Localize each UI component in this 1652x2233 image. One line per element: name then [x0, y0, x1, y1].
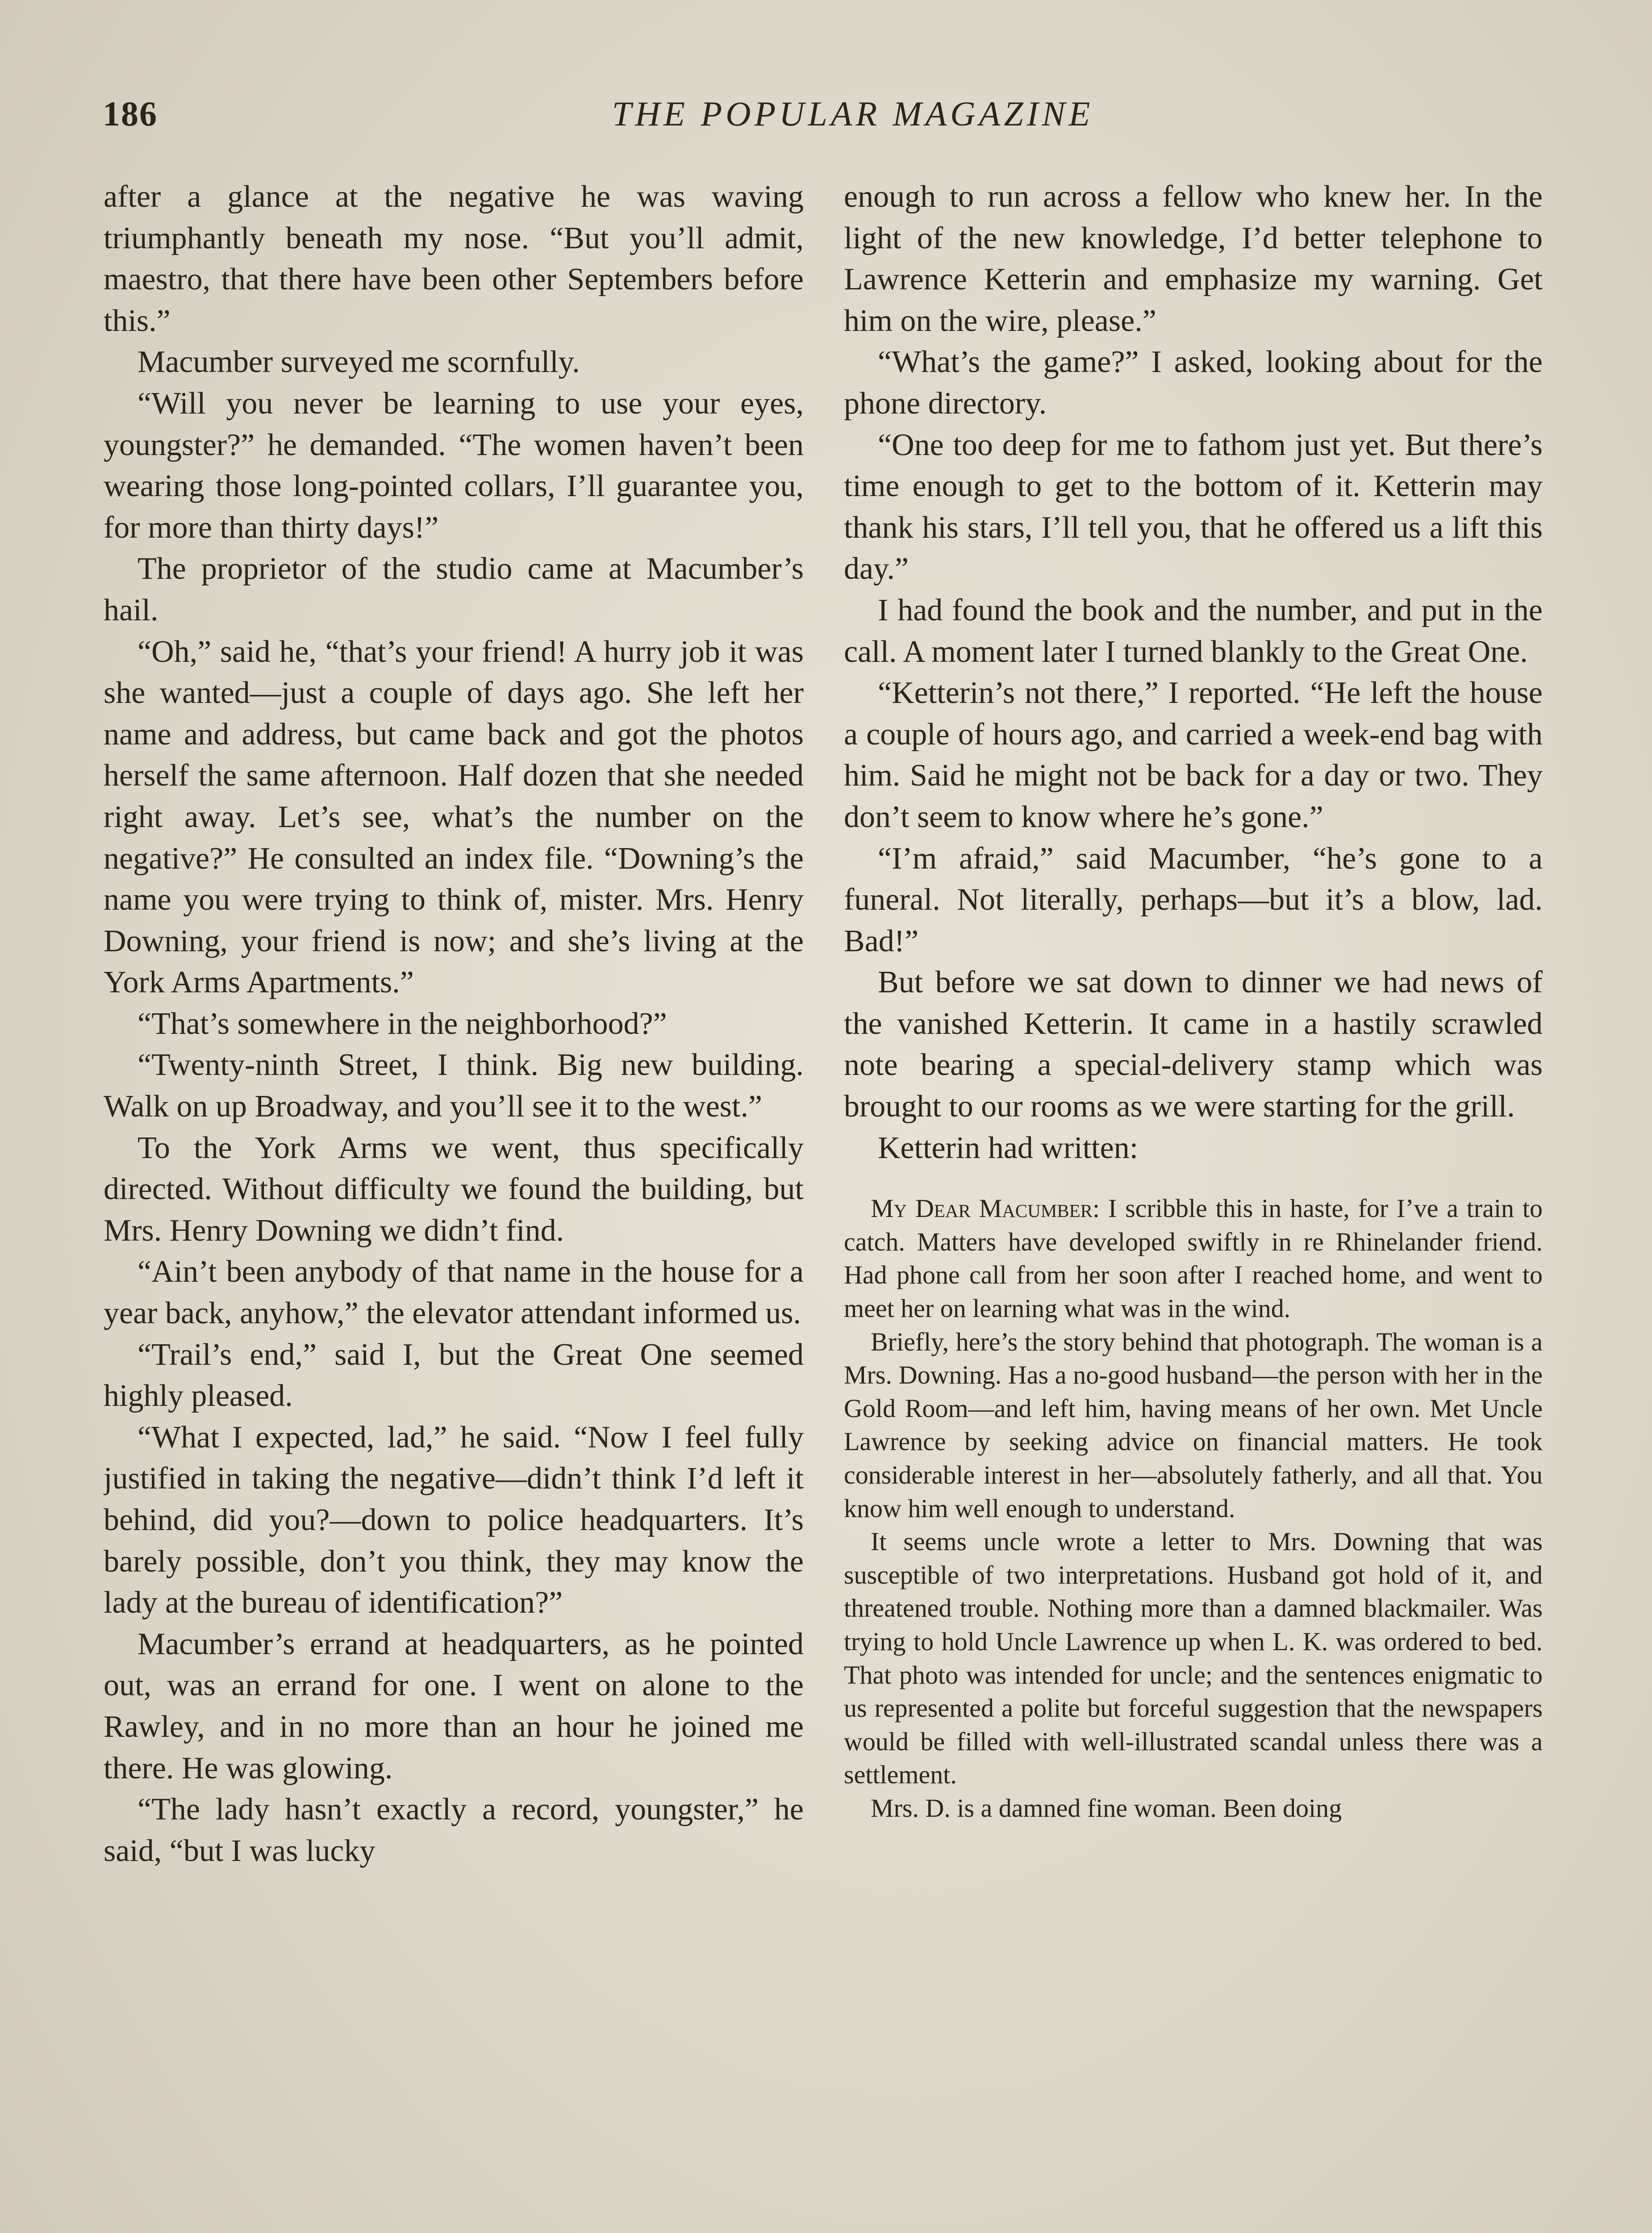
letter-opening: I scribble this in haste, for I’ve a train to catch. Matters have developed swiftly in re Rhinelander friend. Had phone call from her soon after I reached home, and went to meet her on learning what was in the wind.: [844, 1194, 1543, 1323]
paragraph: To the York Arms we went, thus specifically directed. Without difficulty we found the building, but Mrs. Henry Downing we didn’t find.: [104, 1130, 804, 1248]
paragraph: “Will you never be learning to use your eyes, youngster?” he demanded. “The women haven’t been wearing those long-pointed collars, I’ll guarantee you, for more than thirty days!”: [104, 386, 804, 545]
paragraph: “The lady hasn’t exactly a record, youngster,” he said, “but I was lucky: [104, 1792, 804, 1868]
paragraph: “Trail’s end,” said I, but the Great One seemed highly pleased.: [104, 1337, 804, 1413]
letter-paragraph: Mrs. D. is a damned fine woman. Been doing: [871, 1793, 1342, 1823]
paragraph: “What’s the game?” I asked, looking about for the phone directory.: [844, 345, 1543, 421]
letter-salutation: My Dear Macumber:: [871, 1194, 1100, 1223]
paragraph: I had found the book and the number, and put in the call. A moment later I turned blankly to the Great One.: [844, 593, 1543, 669]
right-column: [844, 176, 1543, 2233]
paragraph: The proprietor of the studio came at Macumber’s hail.: [104, 552, 804, 627]
paragraph: “What I expected, lad,” he said. “Now I feel fully justified in taking the negative—didn’t think I’d left it behind, did you?—down to police headquarters. It’s barely possible, don’t you think, they may know the lady at the bureau of identification?”: [104, 1420, 804, 1620]
paragraph: “I’m afraid,” said Macumber, “he’s gone to a funeral. Not literally, perhaps—but it’s a blow, lad. Bad!”: [844, 841, 1543, 958]
paragraph: enough to run across a fellow who knew her. In the light of the new knowledge, I’d better telephone to Lawrence Ketterin and emphasize my warning. Get him on the wire, please.”: [844, 180, 1543, 338]
paragraph: “Ain’t been anybody of that name in the house for a year back, anyhow,” the elevator attendant informed us.: [104, 1254, 804, 1331]
letter-paragraph: It seems uncle wrote a letter to Mrs. Downing that was susceptible of two interpretations. Husband got hold of it, and threatened trouble. Nothing more than a damned blackmailer. Was trying to hold Uncle Lawrence up when L. K. was ordered to bed. That photo was intended for uncle; and the sentences enigmatic to us represented a polite but forceful suggestion that the newspapers would be filled with well-illustrated scandal unless there was a settlement.: [844, 1527, 1543, 1790]
paragraph: Macumber’s errand at headquarters, as he pointed out, was an errand for one. I went on alone to the Rawley, and in no more than an hour he joined me there. He was glowing.: [104, 1627, 804, 1786]
letter-paragraph: Briefly, here’s the story behind that photograph. The woman is a Mrs. Downing. Has a no-good husband—the person with her in the Gold Room—and left him, having means of her own. Met Uncle Lawrence by seeking advice on financial matters. He took considerable interest in her—absolutely fatherly, and all that. You know him well enough to understand.: [844, 1327, 1543, 1523]
paragraph: “That’s somewhere in the neighborhood?”: [138, 1006, 667, 1041]
quoted-letter: [844, 1192, 1543, 1825]
paragraph: “One too deep for me to fathom just yet. But there’s time enough to get to the bottom of it. Ketterin may thank his stars, I’ll tell you, that he offered us a lift this day.”: [844, 427, 1543, 586]
left-column: [104, 176, 804, 2233]
paragraph: after a glance at the negative he was waving triumphantly beneath my nose. “But you’ll admit, maestro, that there have been other Septembers before this.”: [104, 180, 804, 338]
paragraph: But before we sat down to dinner we had news of the vanished Ketterin. It came in a hastily scrawled note bearing a special-delivery stamp which was brought to our rooms as we were starting for the grill.: [844, 965, 1543, 1124]
paragraph: “Oh,” said he, “that’s your friend! A hurry job it was she wanted—just a couple of days ago. She left her name and address, but came back and got the photos herself the same afternoon. Half dozen that she needed right away. Let’s see, what’s the number on the negative?” He consulted an index file. “Downing’s the name you were trying to think of, mister. Mrs. Henry Downing, your friend is now; and she’s living at the York Arms Apartments.”: [104, 634, 804, 1000]
page-number: 186: [103, 94, 158, 133]
paragraph: Ketterin had written:: [878, 1130, 1139, 1165]
paragraph: “Twenty-ninth Street, I think. Big new building. Walk on up Broadway, and you’ll see it to the west.”: [104, 1048, 804, 1124]
running-head: THE POPULAR MAGAZINE: [612, 94, 1094, 133]
paragraph: Macumber surveyed me scornfully.: [138, 345, 580, 380]
letter-paragraph: [844, 1192, 1543, 1325]
paragraph: “Ketterin’s not there,” I reported. “He left the house a couple of hours ago, and carried a week-end bag with him. Said he might not be back for a day or two. They don’t seem to know where he’s gone.”: [844, 676, 1543, 834]
